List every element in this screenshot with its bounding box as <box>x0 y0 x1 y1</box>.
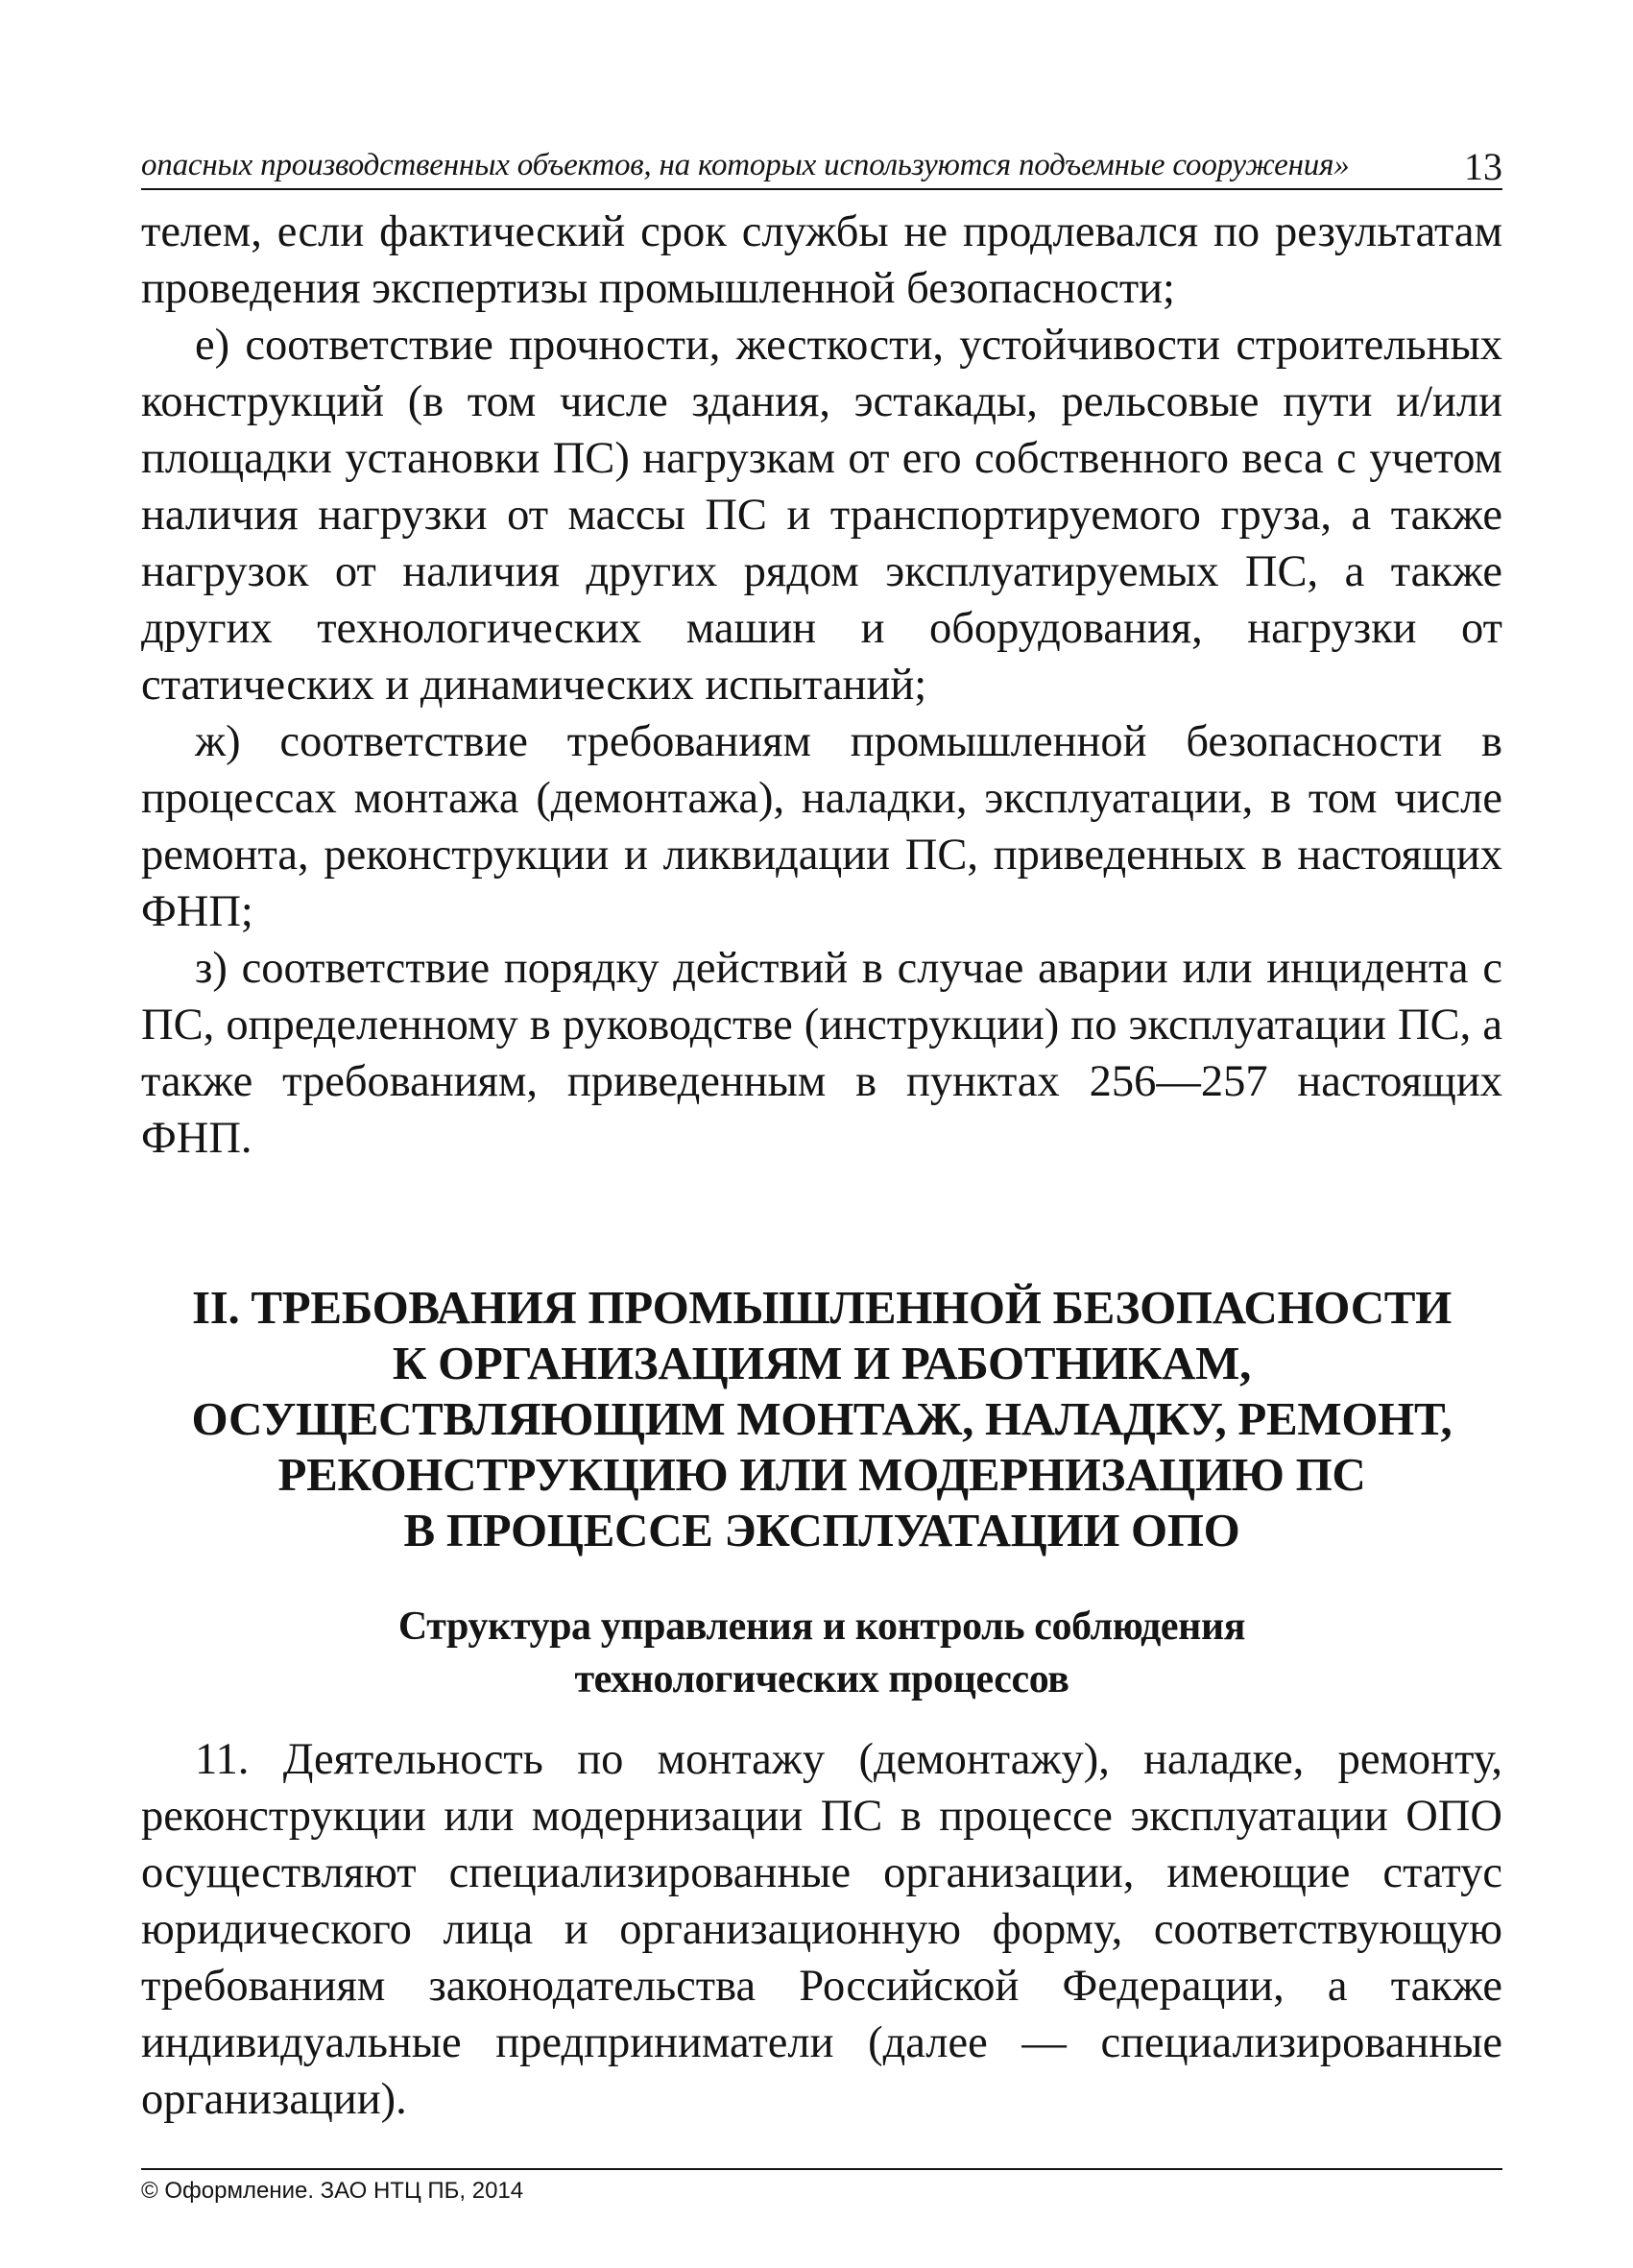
running-title: опасных производственных объектов, на которых используются подъемные сооружения» <box>141 148 1350 182</box>
sub-heading-line: технологических процессов <box>574 1657 1069 1701</box>
section-heading-line: II. ТРЕБОВАНИЯ ПРОМЫШЛЕННОЙ БЕЗОПАСНОСТИ <box>191 1281 1452 1334</box>
section-heading-line: РЕКОНСТРУКЦИЮ ИЛИ МОДЕРНИЗАЦИЮ ПС <box>277 1448 1366 1501</box>
footer-copyright: © Оформление. ЗАО НТЦ ПБ, 2014 <box>141 2178 524 2204</box>
header-divider <box>141 188 1502 190</box>
paragraph-continuation: телем, если фактический срок службы не продлевался по результатам проведения экспертизы промышленной безопасности; <box>141 207 1502 313</box>
sub-heading-line: Структура управления и контроль соблюдения <box>397 1604 1246 1649</box>
paragraph-item-zh: ж) соответствие требованиям промышленной безопасности в процессах монтажа (демонтажа), наладки, эксплуатации, в том числе ремонта, реконструкции и ликвидации ПС, приведенных в настоящих ФНП; <box>141 717 1502 936</box>
paragraph-item-e: е) соответствие прочности, жесткости, устойчивости строительных конструкций (в том числе здания, эстакады, рельсовые пути и/или площадки установки ПС) нагрузкам от его собственного веса с учетом наличия нагрузки от массы ПС и транспортируемого груза, а также нагрузок от наличия других рядом эксплуатируемых ПС, а также других технологических машин и оборудования, нагрузки от статических и динамических испытаний; <box>141 321 1502 710</box>
paragraph-item-z: з) соответствие порядку действий в случае аварии или инцидента с ПС, определенному в руководстве (инструкции) по эксплуатации ПС, а также требованиям, приведенным в пунктах 256—257 настоящих ФНП. <box>141 944 1502 1163</box>
section-heading-line: К ОРГАНИЗАЦИЯМ И РАБОТНИКАМ, <box>392 1337 1252 1389</box>
section-heading <box>141 1280 1502 1558</box>
sub-heading <box>141 1601 1502 1706</box>
running-header <box>141 144 1502 188</box>
section-heading-line: В ПРОЦЕССЕ ЭКСПЛУАТАЦИИ ОПО <box>403 1504 1240 1556</box>
page-number: 13 <box>1464 145 1502 188</box>
page-content <box>141 202 1502 2128</box>
section-heading-line: ОСУЩЕСТВЛЯЮЩИМ МОНТАЖ, НАЛАДКУ, РЕМОНТ, <box>191 1392 1453 1445</box>
footer-divider <box>141 2168 1502 2170</box>
paragraph-clause-11: 11. Деятельность по монтажу (демонтажу), наладке, ремонту, реконструкции или модернизации ПС в процессе эксплуатации ОПО осуществляют специализированные организации, имеющие статус юридического лица и организационную форму, соответствующую требованиям законодательства Российской Федерации, а также индивидуальные предприниматели (далее — специализированные организации). <box>141 1735 1502 2124</box>
